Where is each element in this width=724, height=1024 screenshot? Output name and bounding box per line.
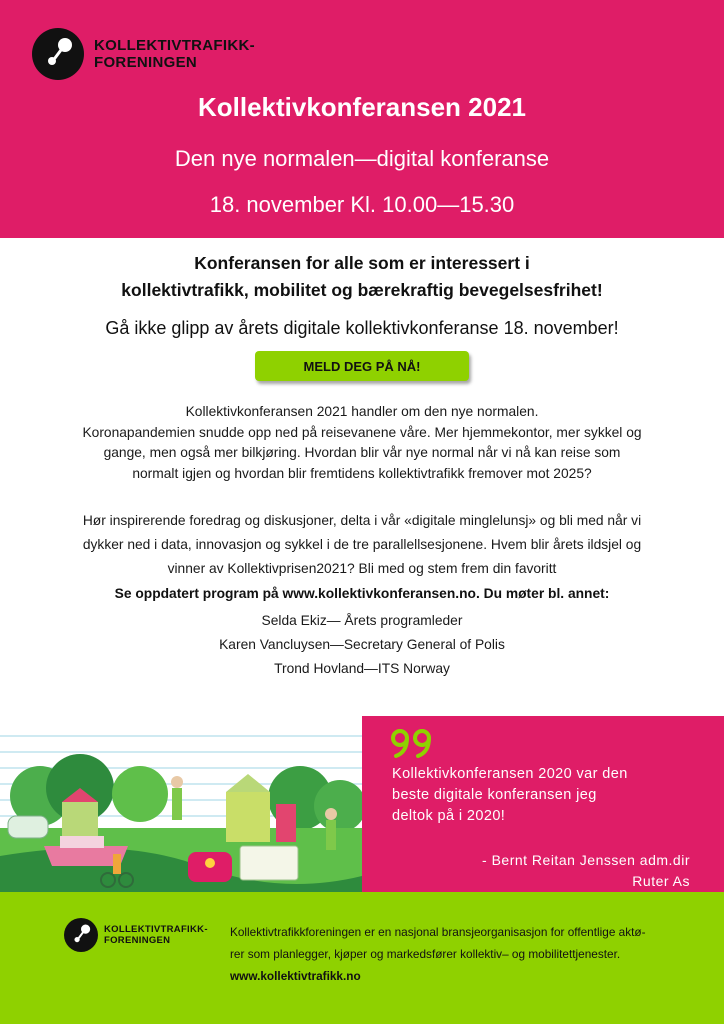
paragraph-line: normalt igjen og hvordan blir fremtidens kollektivtrafikk fremover mot 2025? [132, 465, 592, 481]
conference-title: Kollektivkonferansen 2021 [197, 92, 527, 122]
speaker-item: Selda Ekiz— Årets programleder [261, 613, 463, 628]
conference-date: 18. november Kl. 10.00—15.30 [209, 192, 515, 217]
paragraph-line: gange, men også mer bilkjøring. Hvordan blir vår nye normal når vi nå kan reise som [103, 445, 621, 460]
paragraph-line: Koronapandemien snudde opp ned på reisevanene våre. Mer hjemmekontor, mer sykkel og [82, 424, 642, 440]
speaker-item: Trond Hovland—ITS Norway [274, 661, 450, 676]
logo-text-line2: FORENINGEN [94, 54, 198, 71]
lead-text [40, 250, 684, 304]
logo-icon [32, 28, 84, 80]
footer-line: Kollektivtrafikkforeningen er en nasjonal bransjeorganisasjon for offentlige aktø- [230, 925, 646, 939]
program-paragraph [40, 509, 684, 581]
logo-icon [64, 918, 98, 952]
quote-mark-icon [390, 728, 436, 758]
author-name: - Bernt Reitan Jenssen adm.dir [482, 852, 690, 868]
quote-line: Kollektivkonferansen 2020 var den [392, 766, 628, 782]
speaker-item: Karen Vancluysen—Secretary General of Polis [219, 637, 505, 652]
footer-line: rer som planlegger, kjøper og markedsfører kollektiv– og mobilitettjenester. [230, 947, 621, 961]
lead-line: Konferansen for alle som er interessert i [194, 253, 530, 273]
footer-logo [64, 918, 208, 952]
quote-line: beste digitale konferansen jeg [392, 787, 597, 803]
program-link-text: Se oppdatert program på www.kollektivkonferansen.no. Du møter bl. annet: [114, 586, 610, 601]
logo-text-line1: KOLLEKTIVTRAFIKK- [104, 924, 208, 935]
organization-logo [32, 28, 255, 80]
footer-description [230, 921, 700, 987]
lead-line: kollektivtrafikk, mobilitet og bærekraftig bevegelsesfrihet! [121, 280, 603, 300]
dont-miss-text: Gå ikke glipp av årets digitale kollektivkonferanse 18. november! [105, 318, 619, 338]
paragraph-line: Kollektivkonferansen 2021 handler om den nye normalen. [185, 404, 539, 419]
conference-subtitle: Den nye normalen—digital konferanse [174, 146, 550, 171]
header-banner [0, 0, 724, 238]
logo-text-line2: FORENINGEN [104, 935, 171, 946]
paragraph-line: dykker ned i data, innovasjon og sykkel i de tre parallellsesjonene. Hvem blir årets ildsjel og [82, 537, 642, 552]
description-paragraph [40, 402, 684, 484]
quote-line: deltok på i 2020! [392, 808, 506, 824]
paragraph-line: vinner av Kollektivprisen2021? Bli med og stem frem din favoritt [167, 561, 557, 576]
footer-website-link[interactable]: www.kollektivtrafikk.no [230, 969, 361, 983]
testimonial-text [392, 764, 692, 827]
author-organization: Ruter As [632, 873, 690, 889]
logo-text-line1: KOLLEKTIVTRAFIKK- [94, 37, 255, 54]
register-button[interactable]: MELD DEG PÅ NÅ! [255, 351, 469, 381]
city-illustration [0, 716, 362, 892]
testimonial-author [482, 850, 690, 892]
paragraph-line: Hør inspirerende foredrag og diskusjoner, delta i vår «digitale minglelunsj» og bli med når vi [82, 513, 642, 528]
